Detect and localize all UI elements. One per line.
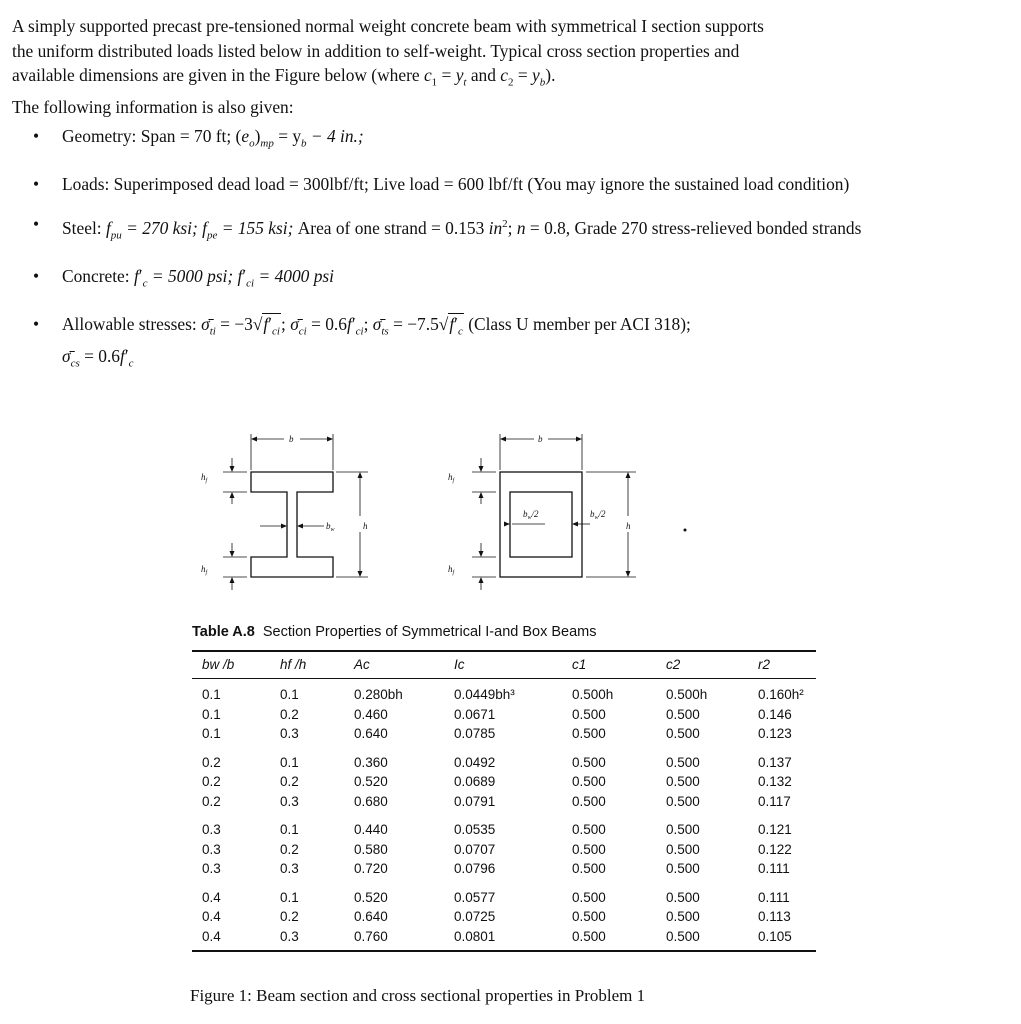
problem-intro (12, 14, 1002, 119)
bullet-loads: • Loads: Superimposed dead load = 300lbf/ft; Live load = 600 lbf/ft (You may ignore the sustained load condition) (30, 172, 975, 197)
header-hf-h: hf /h (280, 657, 307, 672)
i-beam-section (251, 472, 333, 577)
table-body (192, 679, 816, 946)
table-caption (192, 624, 816, 644)
i-beam-b-label: b (289, 434, 294, 444)
table-row: 0.3 0.3 0.720 0.0796 0.500 0.500 0.111 (202, 861, 790, 876)
box-beam-bw-half-left-label: $b_w/2$ (523, 509, 539, 521)
box-beam-b-label: b (538, 434, 543, 444)
section-properties-table (192, 624, 816, 952)
header-r2: r2 (758, 657, 771, 672)
i-beam-hf-top-label: $h_f$ (201, 472, 208, 484)
intro-line-4: The following information is also given: (12, 96, 294, 117)
intro-line-2: the uniform distributed loads listed below in addition to self-weight. Typical cross section properties and (12, 40, 740, 61)
box-beam-hf-top-label: $h_f$ (448, 472, 455, 484)
table-row: 0.2 0.2 0.520 0.0689 0.500 0.500 0.132 (202, 774, 792, 789)
table-header-row (192, 652, 816, 678)
header-c2: c2 (666, 657, 681, 672)
stray-dot (684, 529, 687, 532)
table-row: 0.2 0.3 0.680 0.0791 0.500 0.500 0.117 (202, 793, 791, 809)
table-row: 0.1 0.2 0.460 0.0671 0.500 0.500 0.146 (202, 706, 792, 722)
table-row: 0.1 0.3 0.640 0.0785 0.500 0.500 0.123 (202, 726, 792, 741)
bullet-concrete: • Concrete: $f'_c = 5000$ psi; $f'_{ci} = 4000$ psi (30, 264, 975, 296)
intro-line-1: A simply supported precast pre-tensioned normal weight concrete beam with symmetrical I section supports (12, 16, 764, 36)
bullet-allowable: • Allowable stresses: $\sigmā_{ti} = -3√f'_{ci}$; $\sigmā_{ci} = 0.6f'_{ci}$; $\sigmā_{ts} = -7.5√f'_c$ (Class U member per ACI 318); $\sigmā_{cs} = 0.6f'_c$ (30, 312, 975, 376)
i-beam-dimensions (223, 434, 368, 590)
bullet-steel: • Steel: $f_{pu} = 270$ ksi; $f_{pe} = 155$ ksi; Area of one strand = 0.153 $in^2$; n = 0.8, Grade 270 stress-relieved bonded strands (30, 212, 975, 248)
table-row: 0.4 0.1 0.520 0.0577 0.500 0.500 0.111 (202, 889, 790, 905)
table-row: 0.4 0.3 0.760 0.0801 0.500 0.500 0.105 (202, 928, 792, 944)
table-row: 0.4 0.2 0.640 0.0725 0.500 0.500 0.113 (202, 909, 791, 924)
box-beam-h-label: h (626, 521, 631, 531)
table-row: 0.3 0.1 0.440 0.0535 0.500 0.500 0.121 (202, 822, 792, 837)
i-beam-bw-label: $b_w$ (326, 521, 335, 533)
figure-caption: Figure 1: Beam section and cross sectional properties in Problem 1 (190, 986, 646, 1005)
i-beam-hf-bottom-label: $h_f$ (201, 564, 208, 576)
header-c1: c1 (572, 657, 587, 672)
table-bottom-rule (192, 950, 816, 952)
box-beam-arrowheads (479, 437, 631, 584)
header-ic: Ic (454, 657, 465, 672)
table-row: 0.2 0.1 0.360 0.0492 0.500 0.500 0.137 (202, 754, 792, 770)
table-title: Section Properties of Symmetrical I-and Box Beams (262, 624, 597, 640)
box-beam-bw-half-right-label: $b_w/2$ (590, 509, 606, 521)
header-bw-b: bw /b (202, 657, 235, 672)
intro-line-3: available dimensions are given in the Figure below (where $c_1 = y_t$ and $c_2 = y_b$). (12, 65, 556, 89)
table-row: 0.1 0.1 0.280bh 0.0449bh³ 0.500h 0.500h 0.160h² (202, 687, 804, 702)
table-label: Table A.8 (192, 624, 255, 640)
box-beam-section (500, 472, 582, 577)
given-info-list (30, 124, 975, 392)
header-ac: Ac (354, 657, 370, 672)
bullet-geometry: • Geometry: Span = 70 ft; $(e_o)_{mp} = y_b - 4$ in.; (30, 124, 975, 156)
i-beam-arrowheads (230, 437, 363, 584)
box-beam-dimensions (472, 434, 636, 590)
beam-section-diagram (190, 430, 710, 610)
box-beam-hf-bottom-label: $h_f$ (448, 564, 455, 576)
i-beam-h-label: h (363, 521, 368, 531)
table-row: 0.3 0.2 0.580 0.0707 0.500 0.500 0.122 (202, 841, 792, 857)
